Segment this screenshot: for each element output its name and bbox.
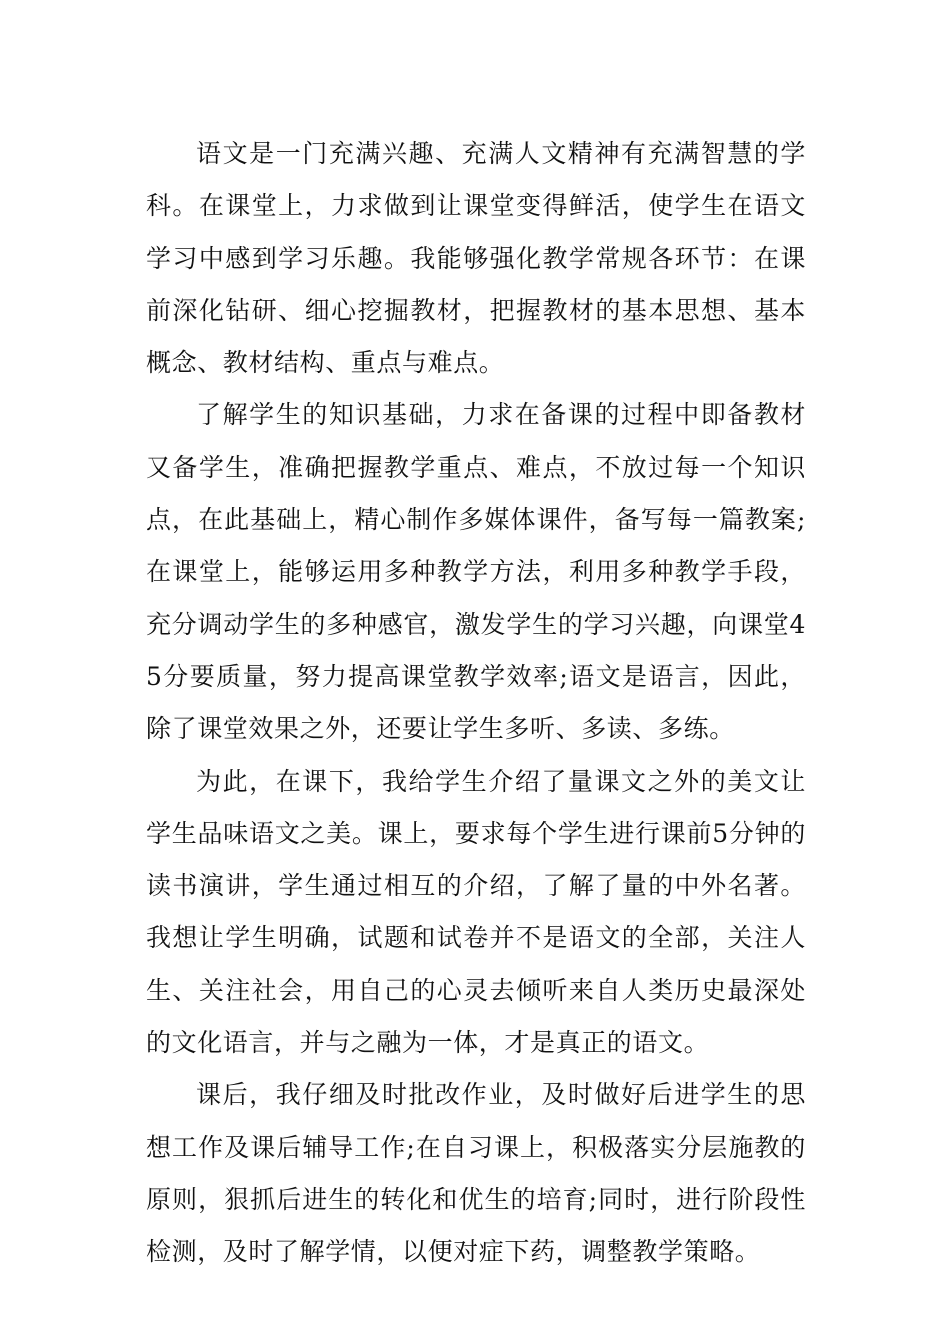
paragraph-3: 为此，在课下，我给学生介绍了量课文之外的美文让学生品味语文之美。课上，要求每个学生进行课前5分钟的读书演讲，学生通过相互的介绍，了解了量的中外名著。我想让学生明确，试题和试卷并不是语文的全部，关注人生、关注社会，用自己的心灵去倾听来自人类历史最深处的文化语言，并与之融为一体，才是真正的语文。 bbox=[146, 766, 806, 1058]
paragraph-2: 了解学生的知识基础，力求在备课的过程中即备教材又备学生，准确把握教学重点、难点，不放过每一个知识点，在此基础上，精心制作多媒体课件，备写每一篇教案;在课堂上，能够运用多种教学方法，利用多种教学手段，充分调动学生的多种感官，激发学生的学习兴趣，向课堂45分要质量，努力提高课堂教学效率;语文是语言，因此，除了课堂效果之外，还要让学生多听、多读、多练。 bbox=[146, 400, 806, 744]
paragraph-4: 课后，我仔细及时批改作业，及时做好后进学生的思想工作及课后辅导工作;在自习课上，积极落实分层施教的原则，狠抓后进生的转化和优生的培育;同时，进行阶段性检测，及时了解学情，以便对症下药，调整教学策略。 bbox=[146, 1080, 806, 1267]
document-body bbox=[146, 128, 806, 1279]
paragraph-1: 语文是一门充满兴趣、充满人文精神有充满智慧的学科。在课堂上，力求做到让课堂变得鲜活，使学生在语文学习中感到学习乐趣。我能够强化教学常规各环节：在课前深化钻研、细心挖掘教材，把握教材的基本思想、基本概念、教材结构、重点与难点。 bbox=[146, 139, 806, 378]
